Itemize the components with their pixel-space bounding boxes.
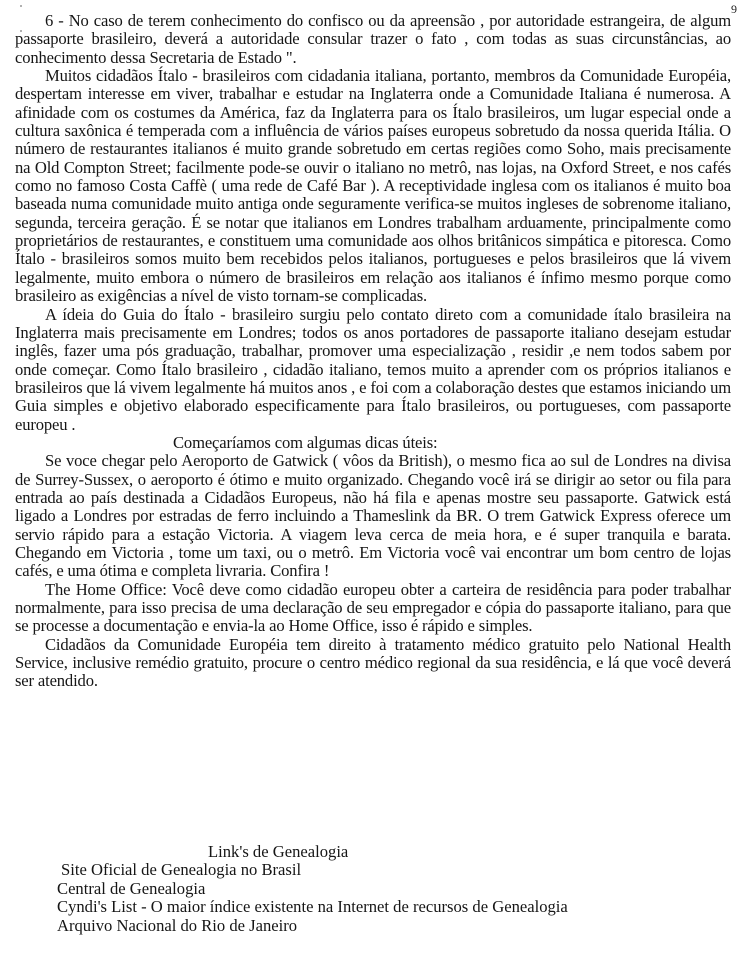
scan-speck bbox=[20, 5, 22, 7]
link-item[interactable]: Central de Genealogia bbox=[57, 878, 206, 898]
paragraph-home-office: The Home Office: Você deve como cidadão europeu obter a carteira de residência para poder trabalhar normalmente, para isso precisa de uma declaração de seu empregador e cópia do passaporte italiano, para que se processe a documentação e envia-la ao Home Office, isso é rápido e simples. bbox=[15, 579, 731, 636]
paragraph-gatwick: Se voce chegar pelo Aeroporto de Gatwick ( vôos da British), o mesmo fica ao sul de Londres na divisa de Surrey-Sussex, o aeroporto é ótimo e muito organizado. Chegando você irá se dirigir ao setor ou fila para entrada ao país destinada a Cidadãos Europeus, não há fila e apenas mostre seu passaporte. Gatwick está ligado a Londres por estradas de ferro incluindo a Thameslink da BR. O trem Gatwick Express oferece um servio rápido para a estação Victoria. A viagem leva cerca de meia hora, e é super tranquila e barata. Chegando em Victoria , tome um taxi, ou o metrô. Em Victoria você vai encontrar um bom centro de lojas cafés, e uma ótima e completa livraria. Confira ! bbox=[15, 451, 731, 581]
link-item[interactable]: Site Oficial de Genealogia no Brasil bbox=[61, 860, 302, 880]
useful-tips-heading: Começaríamos com algumas dicas úteis: bbox=[173, 432, 438, 452]
paragraph-health-service: Cidadãos da Comunidade Européia tem direito à tratamento médico gratuito pelo National Health Service, inclusive remédio gratuito, procure o centro médico regional da sua residência, e lá que você deverá ser atendido. bbox=[15, 634, 731, 691]
paragraph-guide-idea: A ídeia do Guia do Ítalo - brasileiro surgiu pelo contato direto com a comunidade ítalo brasileira na Inglaterra mais precisamente em Londres; todos os anos portadores de passaporte italiano desejam estudar inglês, fazer uma pós graduação, trabalhar, promover uma especialização , residir ,e nem todos sabem por onde começar. Como Ítalo brasileiro , cidadão italiano, temos muito a aprender com os próprios italianos e brasileiros que lá vivem legalmente há muitos anos , e foi com a colaboração destes que estamos iniciando um Guia simples e objetivo elaborado especificamente para Ítalo brasileiros, ou portugueses, com passaporte europeu . bbox=[15, 304, 732, 434]
paragraph-italian-community: Muitos cidadãos Ítalo - brasileiros com cidadania italiana, portanto, membros da Comunidade Européia, despertam interesse em viver, trabalhar e estudar na Inglaterra onde a Comunidade Italiana é numerosa. A afinidade com os costumes da América, faz da Inglaterra para os Ítalo brasileiros, um lugar especial onde a cultura saxônica é temperada com a influência de vários países europeus sobretudo da nossa querida Itália. O número de restaurantes italianos é muito grande sobretudo em certas regiões como Soho, mais precisamente na Old Compton Street; facilmente pode-se ouvir o italiano no metrô, nas lojas, na Oxford Street, e nos cafés como no famoso Costa Caffè ( uma rede de Café Bar ). A receptividade inglesa com os italianos é muito boa baseada numa comunidade muito antiga onde seguramente verifica-se muitos ingleses de sobrenome italiano, segunda, terceira geração. É se notar que italianos em Londres trabalham arduamente, principalmente como proprietários de restaurantes, e constituem uma comunidade aos olhos britânicos simpática e pitoresca. Como Ítalo - brasileiros somos muito bem recebidos pelos italianos, portugueses e pelos brasileiros que lá vivem legalmente, muito embora o número de brasileiros em relação aos italianos é ínfimo mesmo porque como brasileiro as exigências a nível de visto tornam-se complicadas. bbox=[15, 66, 731, 306]
page-number: 9 bbox=[731, 2, 737, 16]
link-item[interactable]: Cyndi's List - O maior índice existente na Internet de recursos de Genealogia bbox=[57, 897, 568, 917]
genealogy-links-section bbox=[0, 843, 745, 935]
paragraph-passport-confiscation: 6 - No caso de terem conhecimento do confisco ou da apreensão , por autoridade estrangeira, de algum passaporte brasileiro, deverá a autoridade consular trazer o fato , com todas as suas circunstâncias, ao conhecimento dessa Secretaria de Estado ". bbox=[15, 11, 731, 67]
genealogy-links-title: Link's de Genealogia bbox=[208, 842, 349, 861]
body-text bbox=[15, 12, 731, 691]
link-item[interactable]: Arquivo Nacional do Rio de Janeiro bbox=[57, 915, 298, 935]
